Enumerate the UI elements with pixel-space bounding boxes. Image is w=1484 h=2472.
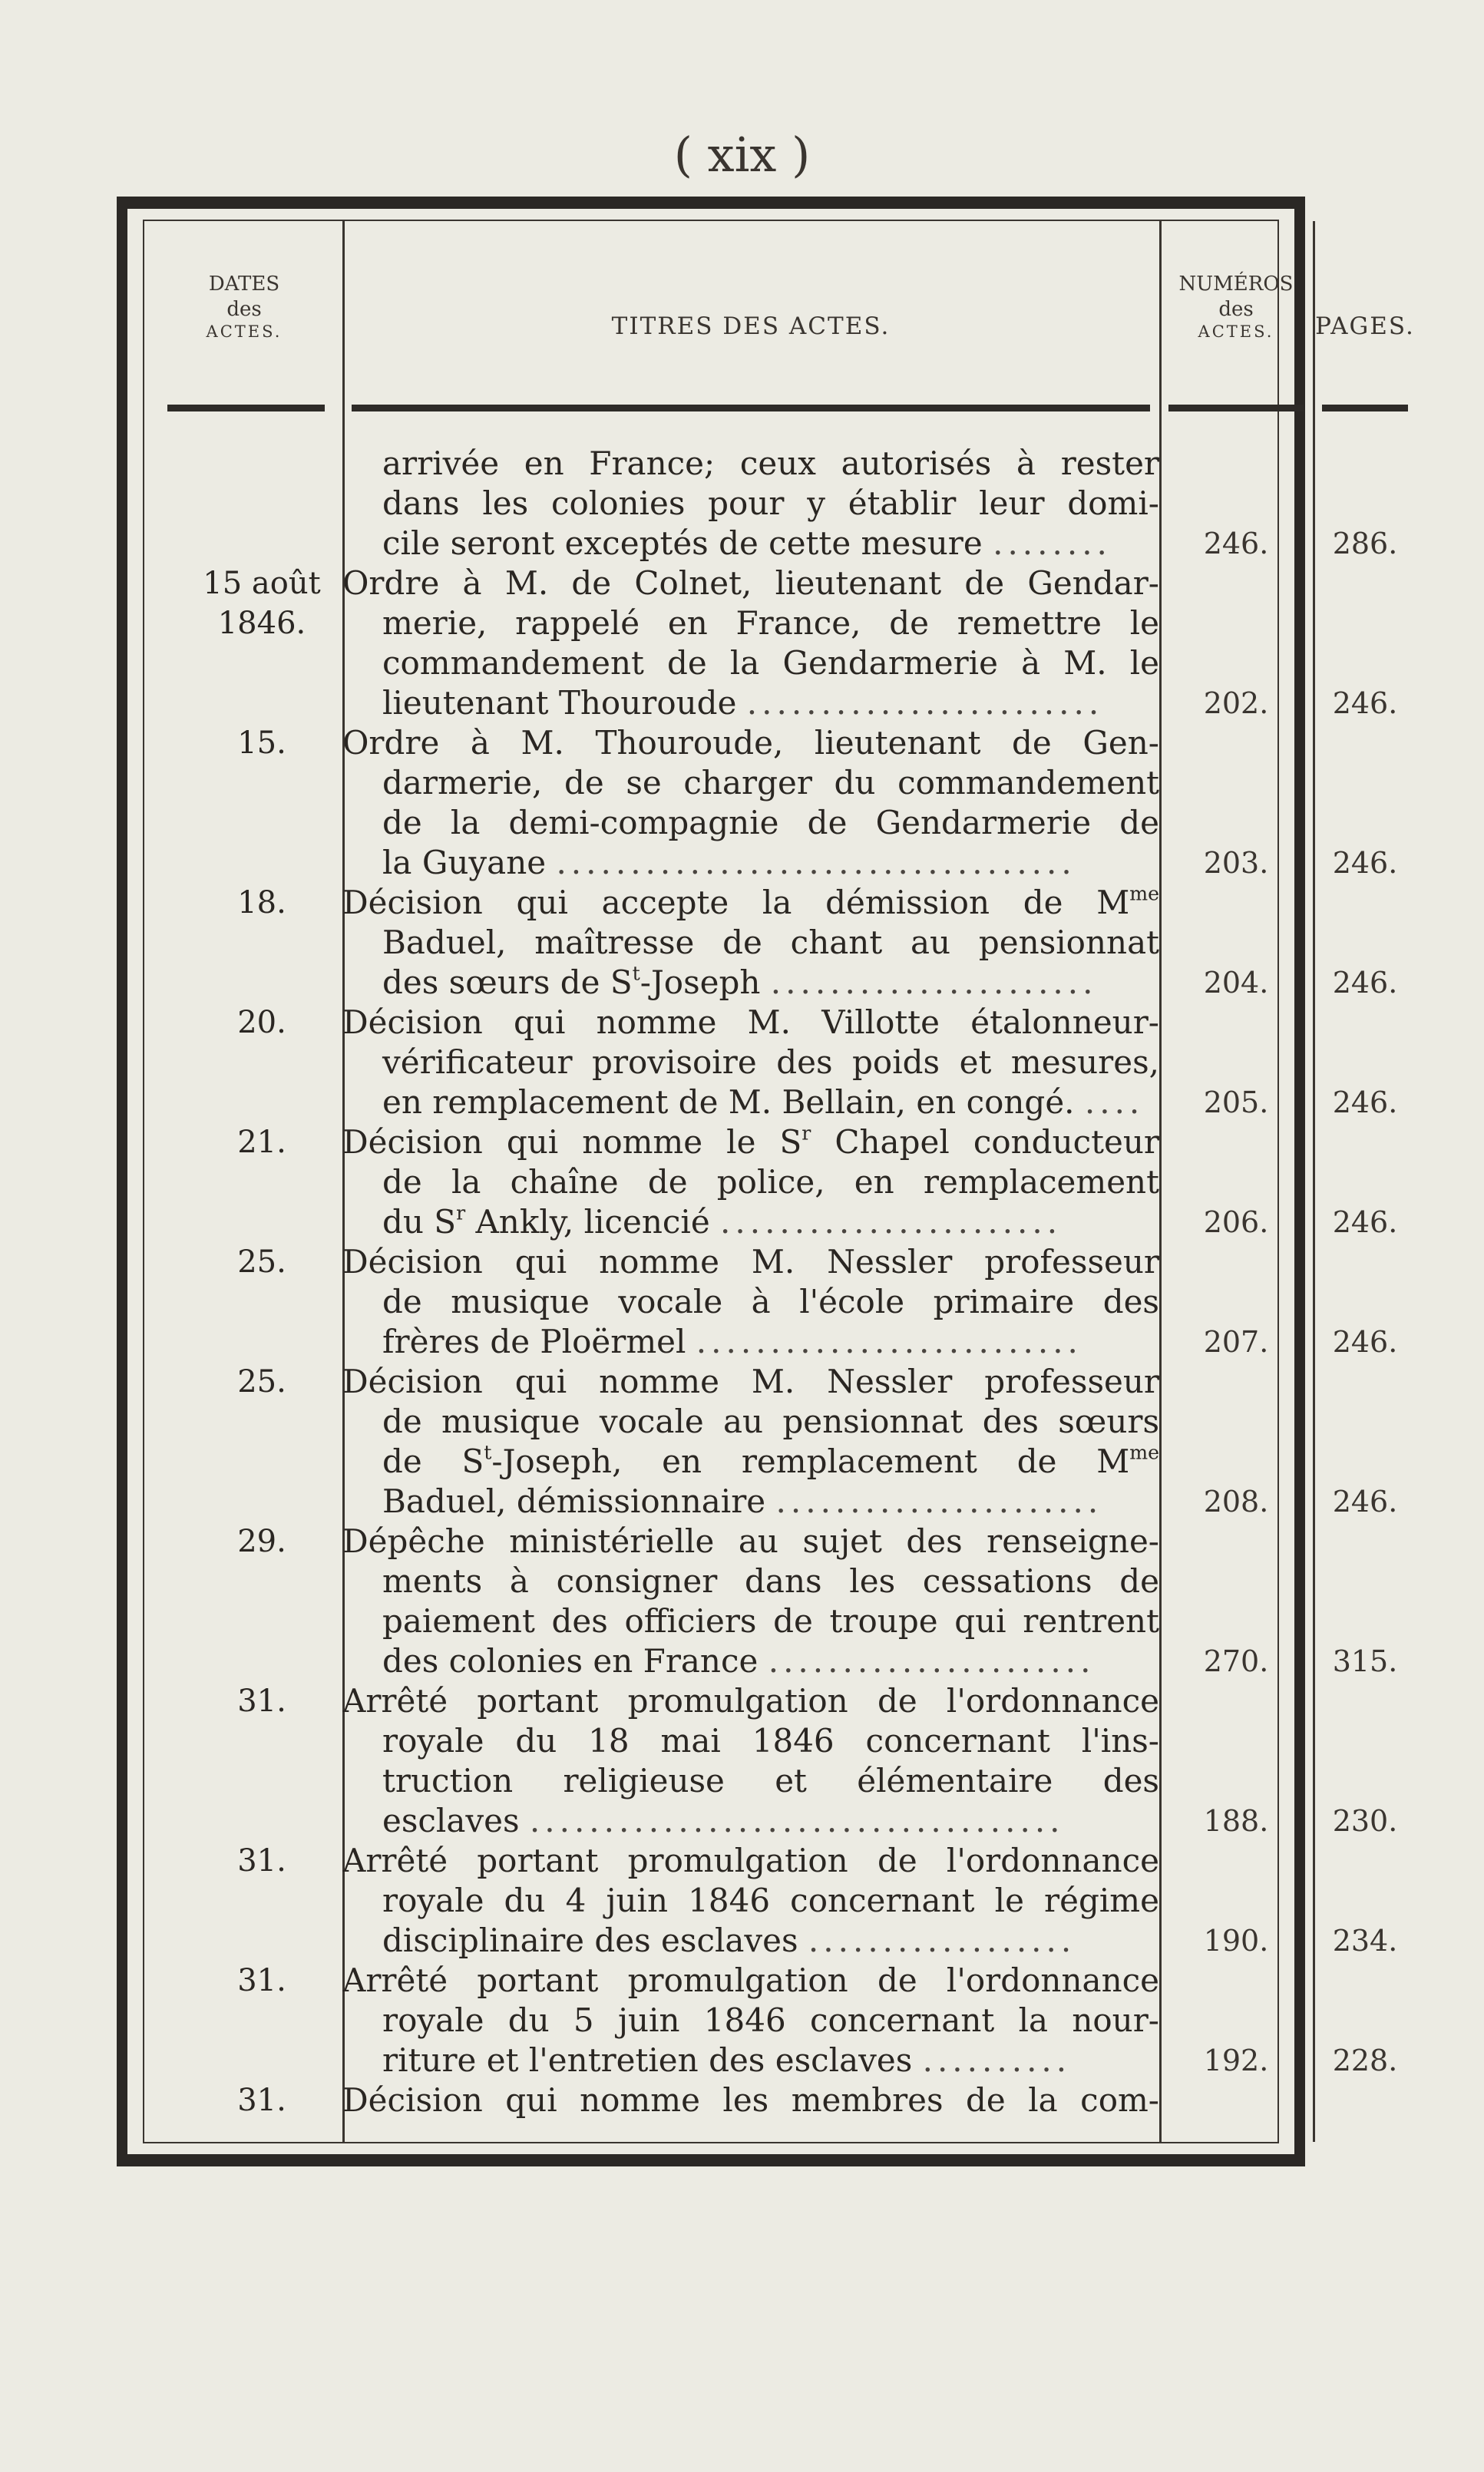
entry-title: Décision qui nomme M. Villotte étalonneur- vérificateur provisoire des poids et mesures, en remplacement de M. Bellain, en congé. .... <box>342 1003 1159 1121</box>
entry-number: 202. <box>1203 686 1269 720</box>
entry-date: 25. <box>237 1364 286 1400</box>
entry-page: 246. <box>1332 1086 1398 1119</box>
entry-title: Dépêche ministérielle au sujet des renseigne- ments à consigner dans les cessations de paiement des officiers de troupe qui rentrent des colonies en France ...................... <box>342 1522 1159 1680</box>
entry-title: Arrêté portant promulgation de l'ordonnance royale du 5 juin 1846 concernant la nour- riture et l'entretien des esclaves .......... <box>342 1961 1159 2079</box>
entry-number: 205. <box>1203 1086 1269 1119</box>
column-divider <box>1313 221 1315 2142</box>
entry-title: Arrêté portant promulgation de l'ordonnance royale du 18 mai 1846 concernant l'ins- truction religieuse et élémentaire des esclaves .................................... <box>342 1682 1159 1839</box>
page-number: ( xix ) <box>673 127 811 183</box>
column-divider <box>1159 221 1162 2142</box>
entry-number: 207. <box>1203 1325 1269 1359</box>
header-rule <box>352 405 1150 411</box>
entry-number: 203. <box>1203 846 1269 880</box>
header-numbers: NUMÉROS des ACTES. <box>1178 273 1294 341</box>
entry-title: Décision qui accepte la démission de $M^{me}$ Baduel, maîtresse de chant au pensionnat des sœurs de $S^t$-Joseph ...................... <box>342 883 1159 1001</box>
entry-date: 20. <box>237 1005 286 1040</box>
entry-page: 246. <box>1332 1205 1398 1239</box>
entry-title: Ordre à M. de Colnet, lieutenant de Gendar- merie, rappelé en France, de remettre le commandement de la Gendarmerie à M. le lieutenant Thouroude ........................ <box>342 564 1159 722</box>
entry-date: 15. <box>237 725 286 761</box>
entry-date: 31. <box>237 2083 286 2118</box>
entry-page: 228. <box>1332 2044 1398 2077</box>
header-dates: DATES des ACTES. <box>206 273 283 341</box>
entry-number: 206. <box>1203 1205 1269 1239</box>
entry-title: Arrêté portant promulgation de l'ordonnance royale du 4 juin 1846 concernant le régime disciplinaire des esclaves .................. <box>342 1842 1159 1959</box>
table-frame <box>117 197 1415 2166</box>
entry-date: 25. <box>237 1244 286 1280</box>
entry-page: 246. <box>1332 966 1398 1000</box>
entry-page: 230. <box>1332 1804 1398 1838</box>
entry-page: 246. <box>1332 1485 1398 1519</box>
entry-page: 246. <box>1332 686 1398 720</box>
entry-page: 315. <box>1332 1644 1398 1678</box>
entry-page: 286. <box>1332 527 1398 560</box>
entry-title: Décision qui nomme les membres de la com- <box>342 2081 1159 2119</box>
entry-number: 246. <box>1203 527 1269 560</box>
entry-page: 234. <box>1332 1924 1398 1958</box>
entry-title: Décision qui nomme M. Nessler professeur de musique vocale à l'école primaire des frères de Ploërmel .......................... <box>342 1243 1159 1360</box>
entry-number: 204. <box>1203 966 1269 1000</box>
header-rule <box>1168 405 1304 411</box>
entry-title: Décision qui nomme M. Nessler professeur de musique vocale au pensionnat des sœurs de $S^t$-Joseph, en remplacement de $M^{me}$ Baduel, démissionnaire ...................... <box>342 1363 1159 1520</box>
entry-number: 270. <box>1203 1644 1269 1678</box>
entry-page: 246. <box>1332 1325 1398 1359</box>
entry-date: 31. <box>237 1843 286 1879</box>
header-titles: TITRES DES ACTES. <box>611 312 891 340</box>
entry-date: 21. <box>237 1125 286 1160</box>
entry-date: 31. <box>237 1963 286 1998</box>
entry-title: Ordre à M. Thouroude, lieutenant de Gen- darmerie, de se charger du commandement de la demi-compagnie de Gendarmerie de la Guyane ................................... <box>342 724 1159 881</box>
entry-number: 190. <box>1203 1924 1269 1958</box>
header-rule <box>167 405 325 411</box>
entry-title: arrivée en France; ceux autorisés à rester dans les colonies pour y établir leur domi- cile seront exceptés de cette mesure ........ <box>382 444 1159 562</box>
entry-date: 31. <box>237 1684 286 1719</box>
entry-number: 208. <box>1203 1485 1269 1519</box>
header-pages: PAGES. <box>1315 312 1415 340</box>
entry-number: 192. <box>1203 2044 1269 2077</box>
entry-title: Décision qui nomme le $S^r$ Chapel conducteur de la chaîne de police, en remplacement du $S^r$ Ankly, licencié ....................... <box>342 1122 1159 1241</box>
entry-page: 246. <box>1332 846 1398 880</box>
entry-date: 15 août 1846. <box>203 566 321 641</box>
entry-date: 29. <box>237 1524 286 1559</box>
table <box>143 220 1415 2143</box>
header-rule <box>1322 405 1408 411</box>
entry-date: 18. <box>237 885 286 920</box>
entry-number: 188. <box>1203 1804 1269 1838</box>
